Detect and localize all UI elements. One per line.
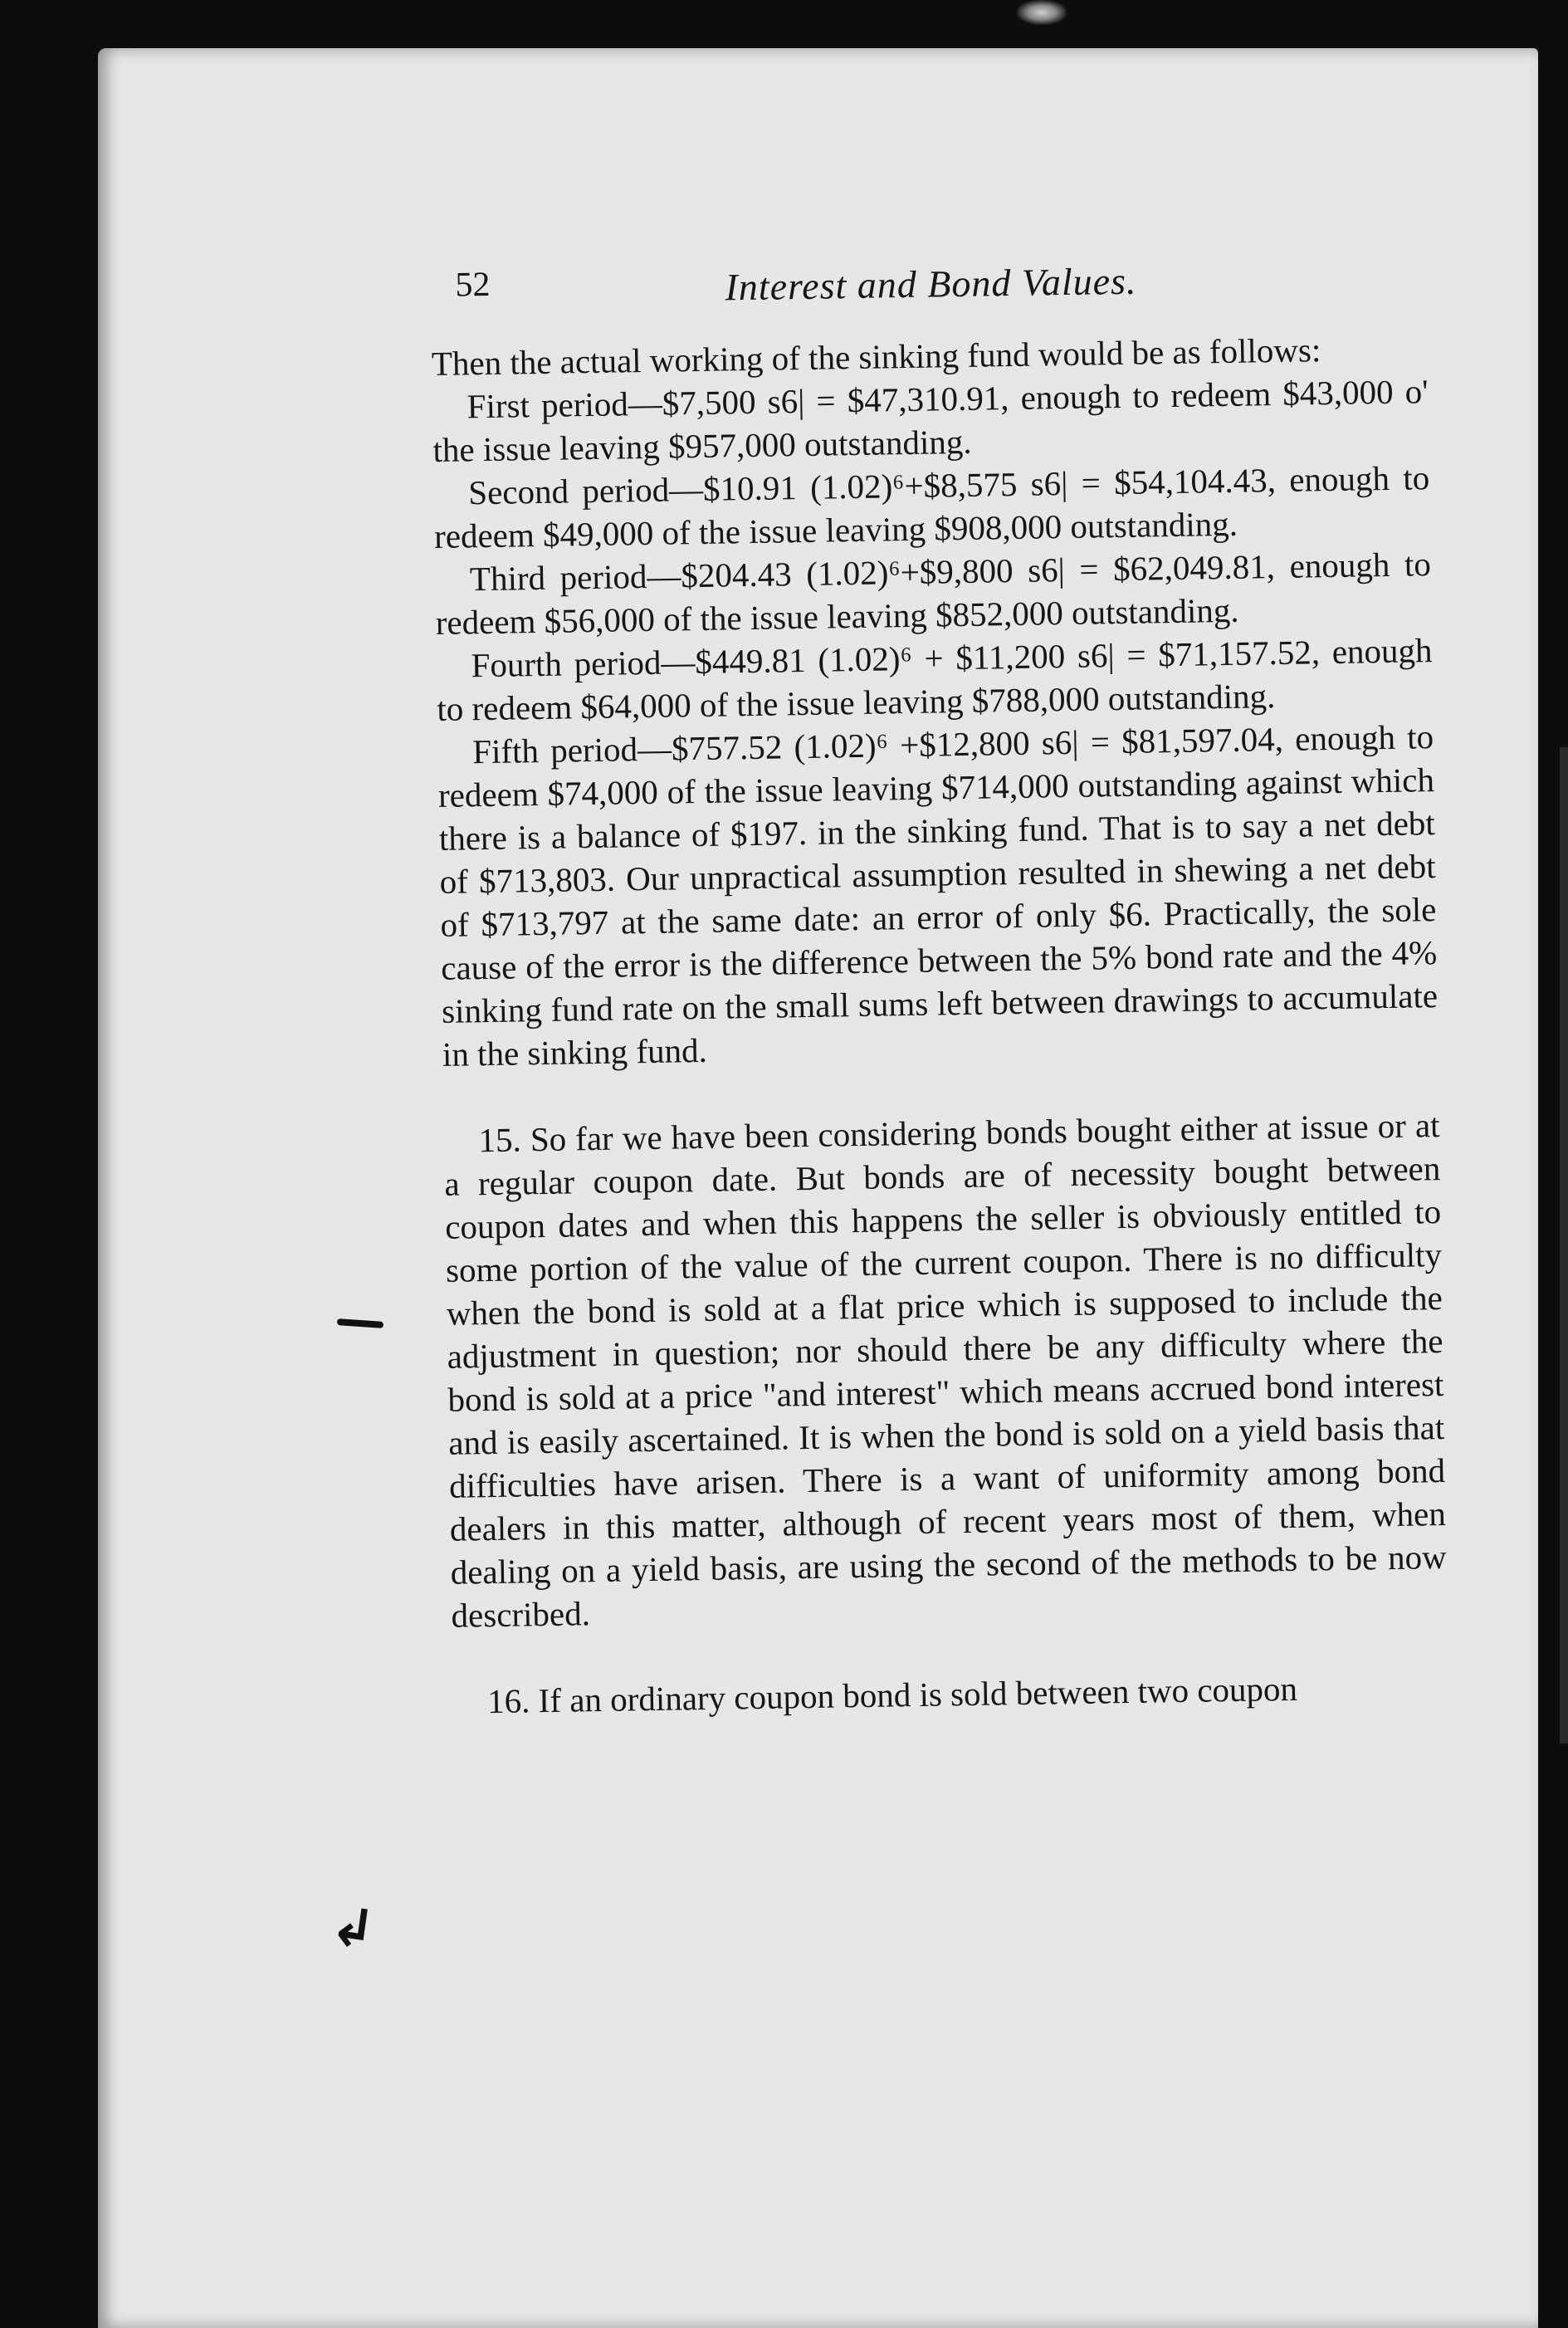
page-edge-shadow [1560, 747, 1568, 1744]
page-text [430, 248, 1448, 1724]
paragraph-third-period: Third period—$204.43 (1.02)⁶+$9,800 s6| = $62,049.81, enough to redeem $56,000 of the issue leaving $852,000 outstanding. [435, 545, 1432, 642]
paragraph-fifth-period: Fifth period—$757.52 (1.02)⁶ +$12,800 s6| = $81,597.04, enough to redeem $74,000 of the issue leaving $714,000 outstanding against which there is a balance of $197. in the sinking fund. That is to say a net debt of $713,803. Our unpractical assumption resulted in shewing a net debt of $713,797 at the same date: an error of only $6. Practically, the sole cause of the error is the difference between the 5% bond rate and the 4% sinking fund rate on the small sums left between drawings to accumulate in the sinking fund. [437, 717, 1439, 1074]
running-title: Interest and Bond Values. [725, 259, 1137, 309]
paragraph-section-15: 15. So far we have been considering bonds bought either at issue or at a regular coupon date. But bonds are of necessity bought between coupon dates and when this happens the seller is obviously entitled to some portion of the value of the current coupon. There is no difficulty when the bond is sold at a flat price which is supposed to include the adjustment in question; nor should there be any difficulty where the bond is sold at a price "and interest" which means accrued bond interest and is easily ascertained. It is when the bond is sold on a yield basis that difficulties have arisen. There is a want of uniformity among bond dealers in this matter, although of recent years most of them, when dealing on a yield basis, are using the second of the methods to be now described. [444, 1106, 1447, 1635]
paragraph-intro: Then the actual working of the sinking fund would be as follows: [431, 330, 1321, 383]
paragraph-section-16: 16. If an ordinary coupon bond is sold between two coupon [486, 1669, 1298, 1721]
paragraph-fourth-period: Fourth period—$449.81 (1.02)⁶ + $11,200 s6| = $71,157.52, enough to redeem $64,000 of the issue leaving $788,000 outstanding. [437, 631, 1433, 728]
paragraph-second-period: Second period—$10.91 (1.02)⁶+$8,575 s6| = $54,104.43, enough to redeem $49,000 of the issue leaving $908,000 outstanding. [433, 458, 1430, 555]
scan-smudge [1017, 0, 1067, 25]
margin-pencil-mark: ↲ [326, 1895, 379, 1963]
paragraph-first-period: First period—$7,500 s6| = $47,310.91, enough to redeem $43,000 o' the issue leaving $957,000 outstanding. [432, 372, 1429, 469]
page-number: 52 [455, 265, 491, 305]
